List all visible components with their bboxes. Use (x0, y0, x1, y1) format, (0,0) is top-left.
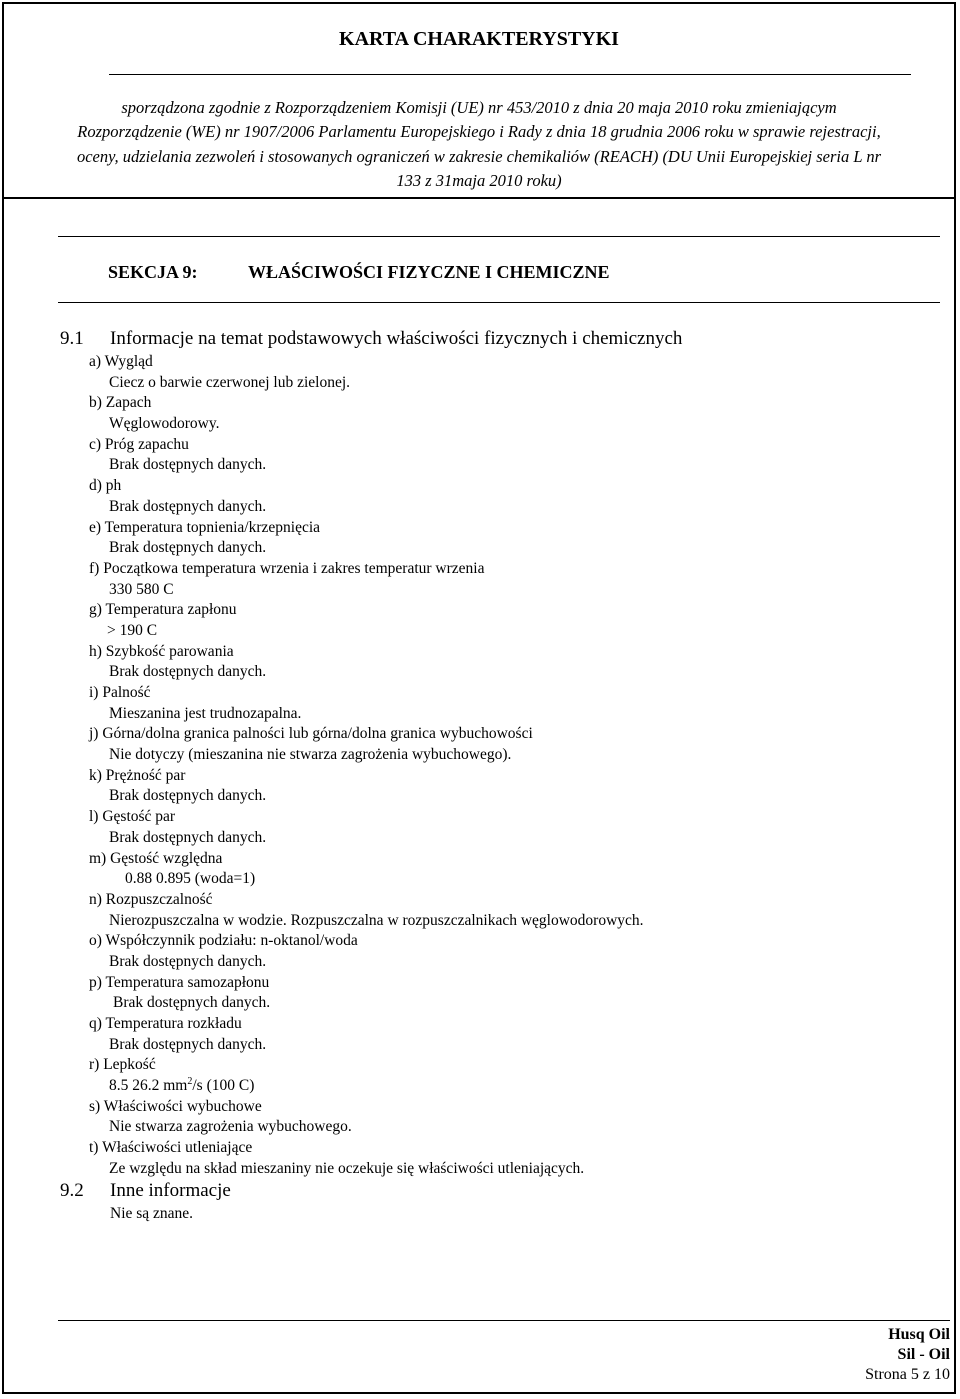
property-item (89, 393, 949, 434)
property-value: Nie stwarza zagrożenia wybuchowego. (109, 1118, 352, 1136)
property-value: 330 580 C (109, 580, 174, 598)
property-label: g) Temperatura zapłonu (89, 601, 237, 619)
regulation-subtitle (34, 96, 924, 194)
property-value: > 190 C (107, 621, 158, 639)
properties-list (89, 352, 949, 1180)
property-value: Brak dostępnych danych. (109, 1035, 267, 1053)
property-value: 0.88 0.895 (woda=1) (125, 870, 256, 888)
property-item (89, 931, 949, 972)
property-label: p) Temperatura samozapłonu (89, 973, 270, 991)
property-item (89, 849, 949, 890)
property-label: f) Początkowa temperatura wrzenia i zakres temperatur wrzenia (89, 559, 485, 577)
property-item (89, 600, 949, 641)
property-item (89, 807, 949, 848)
subsection-title: Informacje na temat podstawowych właściwości fizycznych i chemicznych (110, 328, 683, 349)
property-value: Brak dostępnych danych. (109, 787, 267, 805)
property-value: Brak dostępnych danych. (109, 456, 267, 474)
subtitle-line: Rozporządzenie (WE) nr 1907/2006 Parlamentu Europejskiego i Rady z dnia 18 grudnia 2006 roku w sprawie rejestracji, (77, 122, 881, 142)
property-value: Nierozpuszczalna w wodzie. Rozpuszczalna w rozpuszczalnikach węglowodorowych. (109, 911, 644, 929)
property-value: Mieszanina jest trudnozapalna. (109, 704, 302, 722)
property-value: Brak dostępnych danych. (109, 539, 267, 557)
property-item (89, 642, 949, 683)
property-label: s) Właściwości wybuchowe (89, 1097, 262, 1115)
property-label: t) Właściwości utleniające (89, 1139, 253, 1157)
subsection-number: 9.1 (60, 328, 84, 349)
property-item (89, 766, 949, 807)
document-header (4, 4, 954, 199)
section-title: WŁAŚCIWOŚCI FIZYCZNE I CHEMICZNE (248, 262, 610, 282)
title-underline (109, 74, 911, 75)
property-label: l) Gęstość par (89, 808, 176, 826)
property-item (89, 476, 949, 517)
property-label: i) Palność (89, 684, 151, 701)
subsection-9-2-value: Nie są znane. (110, 1205, 194, 1222)
footer-page-number: Strona 5 z 10 (865, 1366, 950, 1383)
subtitle-line: 133 z 31maja 2010 roku) (396, 171, 562, 191)
property-label: a) Wygląd (89, 353, 153, 370)
property-value: Brak dostępnych danych. (109, 828, 267, 846)
property-item (89, 683, 949, 724)
property-value (89, 1076, 949, 1097)
subsection-title: Inne informacje (110, 1180, 231, 1201)
property-value: Brak dostępnych danych. (109, 497, 267, 515)
footer-product-variant: Sil - Oil (897, 1346, 950, 1363)
section-bottom-rule (58, 302, 940, 303)
property-item (89, 518, 949, 559)
property-item (89, 1138, 949, 1179)
property-label: e) Temperatura topnienia/krzepnięcia (89, 518, 321, 536)
property-label: m) Gęstość względna (89, 849, 223, 867)
section-top-rule (58, 236, 940, 237)
property-item (89, 559, 949, 600)
property-label: o) Współczynnik podziału: n-oktanol/woda (89, 932, 358, 950)
property-label: c) Próg zapachu (89, 435, 189, 453)
viscosity-unit: /s (100 C) (192, 1077, 255, 1095)
property-value: Nie dotyczy (mieszanina nie stwarza zagrożenia wybuchowego). (109, 746, 512, 764)
property-value: Węglowodorowy. (109, 415, 220, 433)
property-value: Ciecz o barwie czerwonej lub zielonej. (109, 373, 350, 391)
property-label: j) Górna/dolna granica palności lub górna/dolna granica wybuchowości (89, 725, 533, 743)
viscosity-exponent: 2 (187, 1075, 193, 1087)
property-label: b) Zapach (89, 394, 152, 412)
footer-rule (58, 1320, 950, 1321)
document-title: KARTA CHARAKTERYSTYKI (339, 28, 619, 50)
subtitle-line: oceny, udzielania zezwoleń i stosowanych ograniczeń w zakresie chemikaliów (REACH) (DU Unii Europejskiej seria L nr (76, 146, 882, 166)
property-item (89, 890, 949, 931)
property-item (89, 1097, 949, 1138)
property-item (89, 352, 949, 393)
subsection-number: 9.2 (60, 1180, 84, 1201)
property-value: Brak dostępnych danych. (109, 663, 267, 681)
subtitle-line: sporządzona zgodnie z Rozporządzeniem Komisji (UE) nr 453/2010 z dnia 20 maja 2010 roku zmieniającym (121, 98, 837, 117)
property-value: Brak dostępnych danych. (113, 994, 271, 1012)
property-value: Ze względu na skład mieszaniny nie oczekuje się właściwości utleniających. (109, 1159, 585, 1177)
viscosity-value: 8.5 26.2 mm (109, 1077, 188, 1095)
property-value: Brak dostępnych danych. (109, 952, 267, 970)
property-label: r) Lepkość (89, 1056, 156, 1074)
section-label: SEKCJA 9: (108, 262, 198, 282)
property-item (89, 724, 949, 765)
property-item (89, 1055, 949, 1096)
property-label: d) ph (89, 477, 122, 495)
footer-product-name: Husq Oil (888, 1326, 950, 1343)
property-item (89, 1014, 949, 1055)
property-item (89, 973, 949, 1014)
property-label: n) Rozpuszczalność (89, 890, 213, 908)
subsection-9-2-heading (60, 1180, 231, 1202)
property-label: h) Szybkość parowania (89, 642, 234, 660)
subsection-9-1-heading (60, 328, 682, 350)
property-label: k) Prężność par (89, 766, 186, 784)
property-item (89, 435, 949, 476)
property-label: q) Temperatura rozkładu (89, 1015, 242, 1032)
